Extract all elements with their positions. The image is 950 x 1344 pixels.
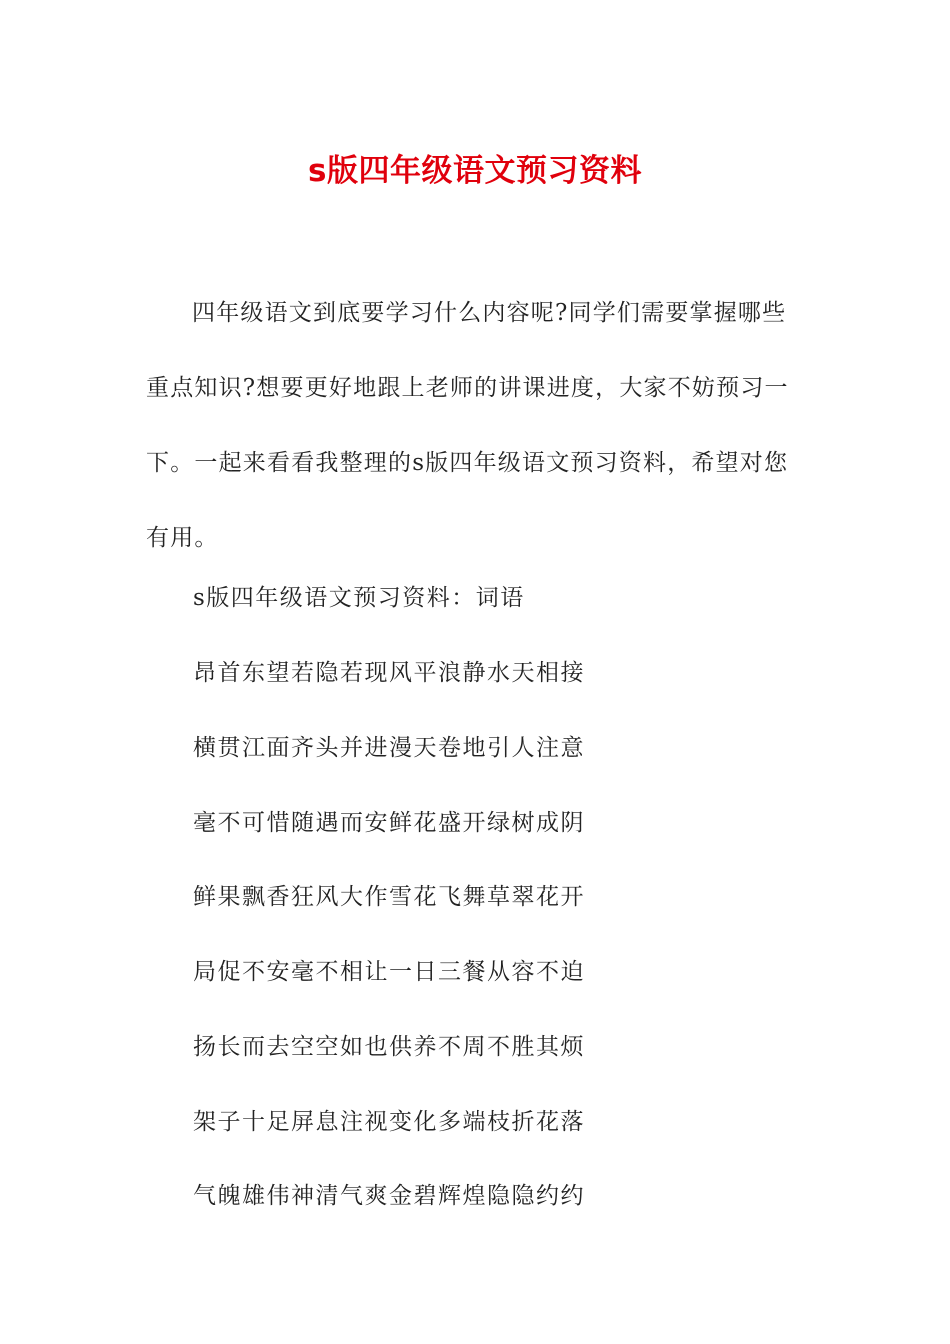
section-heading: s版四年级语文预习资料：词语 <box>193 585 525 611</box>
word-line: 昂首东望若隐若现风平浪静水天相接 <box>193 660 585 686</box>
word-line: 毫不可惜随遇而安鲜花盛开绿树成阴 <box>193 810 585 836</box>
word-line: 鲜果飘香狂风大作雪花飞舞草翠花开 <box>193 884 585 910</box>
word-line: 气魄雄伟神清气爽金碧辉煌隐隐约约 <box>193 1183 585 1209</box>
word-line: 扬长而去空空如也供养不周不胜其烦 <box>193 1034 585 1060</box>
intro-paragraph: 四年级语文到底要学习什么内容呢?同学们需要掌握哪些重点知识?想要更好地跟上老师的讲课进度，大家不妨预习一下。一起来看看我整理的s版四年级语文预习资料，希望对您有用。 <box>146 300 789 551</box>
word-line: 架子十足屏息注视变化多端枝折花落 <box>193 1109 585 1135</box>
document-title: s版四年级语文预习资料 <box>308 153 642 189</box>
word-line: 局促不安毫不相让一日三餐从容不迫 <box>193 959 585 985</box>
word-line: 横贯江面齐头并进漫天卷地引人注意 <box>193 735 585 761</box>
